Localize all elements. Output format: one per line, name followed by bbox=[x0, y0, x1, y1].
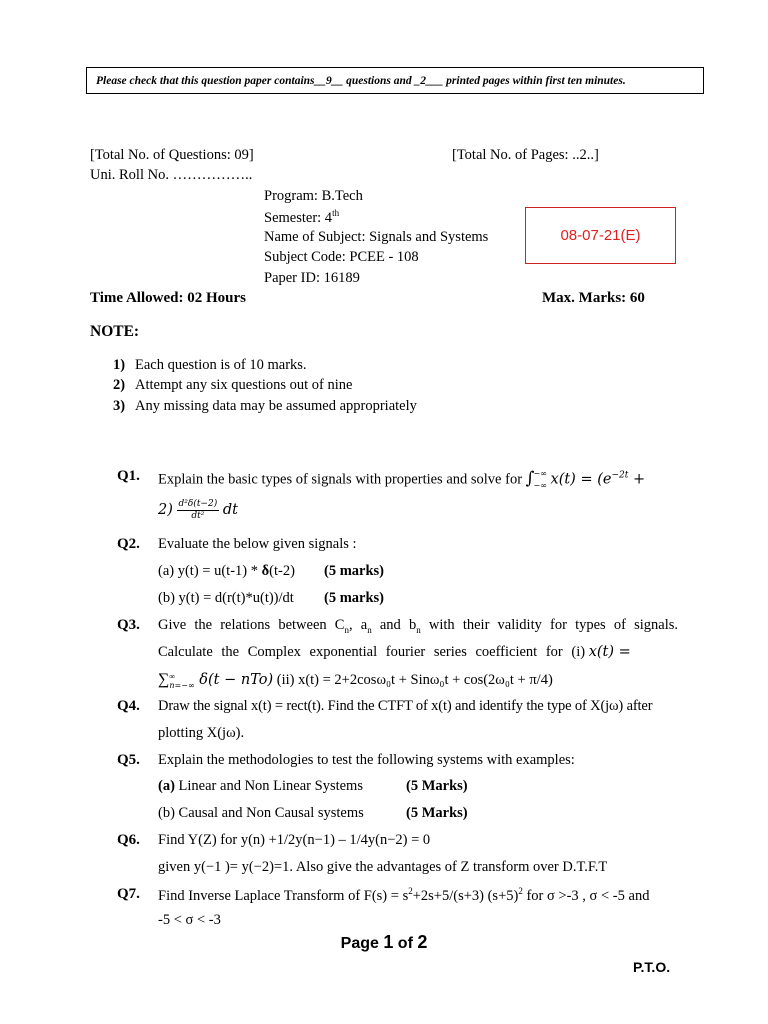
q1-line2 bbox=[158, 499, 238, 522]
sum-symbol: ∑ bbox=[158, 671, 170, 688]
sum-upper: ∞ bbox=[169, 671, 176, 681]
q2-part-b: (b) y(t) = d(r(t)*u(t))/dt bbox=[158, 590, 294, 606]
program: Program: B.Tech bbox=[264, 188, 363, 204]
semester-text: Semester: 4 bbox=[264, 209, 333, 226]
semester bbox=[264, 208, 339, 227]
subject-name: Name of Subject: Signals and Systems bbox=[264, 229, 489, 245]
time-allowed: Time Allowed: 02 Hours bbox=[90, 290, 246, 306]
date-stamp bbox=[525, 207, 676, 264]
q3-line1 bbox=[158, 617, 678, 635]
pto-label: P.T.O. bbox=[633, 959, 671, 975]
note-item-number: 3) bbox=[113, 398, 126, 414]
instruction-notice bbox=[86, 67, 704, 94]
q1-coefficient: 2) bbox=[158, 501, 173, 518]
page-number: 1 bbox=[383, 932, 394, 952]
q2-part-a-rest: (t-2) bbox=[269, 563, 295, 579]
q7-text-a: Find Inverse Laplace Transform of F(s) = s bbox=[158, 887, 409, 904]
note-item-text: Each question is of 10 marks. bbox=[135, 357, 307, 373]
page-indicator bbox=[0, 932, 768, 953]
q7-line2: -5 < σ < -3 bbox=[158, 912, 221, 928]
q1-plus: + bbox=[628, 471, 646, 488]
q1-dt: dt bbox=[222, 501, 238, 518]
roll-number: Uni. Roll No. …………….. bbox=[90, 167, 253, 183]
q3-line2 bbox=[158, 644, 678, 661]
question-number: Q3. bbox=[117, 617, 140, 633]
q3-line3 bbox=[158, 671, 553, 690]
integral-symbol: ∫ bbox=[525, 468, 535, 489]
q5-part-b-marks: (5 Marks) bbox=[406, 805, 468, 821]
q1-text: Explain the basic types of signals with properties and solve for bbox=[158, 471, 523, 488]
instruction-notice-text: Please check that this question paper contains__9__ questions and _2___ printed pages within first ten minutes. bbox=[96, 74, 626, 87]
q3-text-b: , a bbox=[348, 617, 368, 633]
q2-part-a-marks: (5 marks) bbox=[324, 563, 385, 579]
note-item-number: 2) bbox=[113, 377, 126, 393]
q1-line1 bbox=[158, 468, 645, 492]
note-item bbox=[113, 357, 307, 374]
q3-part-ii: (ii) x(t) = 2+2cosω₀t + Sinω₀t + cos(2ω₀t + π/4) bbox=[273, 672, 553, 688]
sum-lower: n=−∞ bbox=[169, 680, 195, 690]
page-of: of bbox=[393, 935, 418, 952]
q4-line2: plotting X(jω). bbox=[158, 725, 245, 741]
q1-fraction bbox=[177, 499, 220, 522]
question-number: Q6. bbox=[117, 832, 140, 848]
q3-delta-expr: δ(t − nTo) bbox=[194, 672, 274, 688]
q5-line1: Explain the methodologies to test the following systems with examples: bbox=[158, 752, 575, 768]
q3-line2-math: x(t) = bbox=[588, 644, 631, 660]
q6-line1: Find Y(Z) for y(n) +1/2y(n−1) – 1/4y(n−2) = 0 bbox=[158, 832, 431, 848]
q5-part-b: (b) Causal and Non Causal systems bbox=[158, 805, 364, 821]
q7-text-b: +2s+5/(s+3) (s+5) bbox=[412, 887, 519, 904]
question-number: Q2. bbox=[117, 536, 140, 552]
q3-sub-n: n bbox=[367, 624, 372, 635]
note-item-number: 1) bbox=[113, 357, 126, 373]
q2-part-a-text: (a) y(t) = u(t-1) * bbox=[158, 563, 262, 579]
sum-limits bbox=[169, 672, 194, 690]
integral-lower: −∞ bbox=[533, 481, 547, 490]
q3-text-a: Give the relations between C bbox=[158, 617, 345, 633]
q3-text-c: and b bbox=[371, 617, 417, 633]
note-heading: NOTE: bbox=[90, 323, 140, 340]
q7-sup: 2 bbox=[408, 886, 413, 896]
q3-sub-n: n bbox=[416, 624, 421, 635]
integral-upper: −∞ bbox=[533, 469, 547, 478]
q7-line1 bbox=[158, 886, 649, 905]
semester-sup: th bbox=[332, 208, 340, 218]
q6-line2: given y(−1 )= y(−2)=1. Also give the advantages of Z transform over D.T.F.T bbox=[158, 859, 608, 875]
q5-part-a-marks: (5 Marks) bbox=[406, 778, 468, 794]
date-stamp-text: 08-07-21(E) bbox=[560, 227, 641, 244]
paper-id: Paper ID: 16189 bbox=[264, 270, 360, 286]
delta-symbol: δ bbox=[261, 563, 270, 579]
integral-limits bbox=[534, 468, 547, 492]
question-number: Q5. bbox=[117, 752, 140, 768]
q1-exponent: −2t bbox=[611, 470, 629, 481]
question-number: Q4. bbox=[117, 698, 140, 714]
note-item bbox=[113, 377, 352, 394]
q1-fraction-numerator: d²δ(t−2) bbox=[178, 499, 218, 509]
note-item-text: Any missing data may be assumed appropriately bbox=[135, 398, 417, 414]
note-item bbox=[113, 398, 417, 415]
page-label: Page bbox=[340, 935, 384, 952]
q5-part-a bbox=[158, 778, 363, 795]
q1-fraction-denominator: dt² bbox=[191, 511, 205, 521]
q4-line1: Draw the signal x(t) = rect(t). Find the CTFT of x(t) and identify the type of X(jω) after bbox=[158, 698, 653, 714]
total-questions: [Total No. of Questions: 09] bbox=[90, 147, 254, 163]
q1-expression: x(t) = (e bbox=[550, 471, 612, 488]
q7-sup: 2 bbox=[518, 886, 523, 896]
q3-sub-n: n bbox=[344, 624, 349, 635]
q3-line2-text: Calculate the Complex exponential fourier series coefficient for (i) bbox=[158, 644, 586, 660]
question-number: Q1. bbox=[117, 468, 140, 484]
q7-text-c: for σ >-3 , σ < -5 and bbox=[522, 887, 650, 904]
subject-code: Subject Code: PCEE - 108 bbox=[264, 249, 419, 265]
max-marks: Max. Marks: 60 bbox=[542, 290, 645, 306]
q5-part-a-text: Linear and Non Linear Systems bbox=[174, 778, 363, 794]
q3-text-d: with their validity for types of signals. bbox=[420, 617, 679, 633]
page-total: 2 bbox=[417, 932, 428, 952]
q2-part-b-marks: (5 marks) bbox=[324, 590, 385, 606]
q2-part-a bbox=[158, 563, 295, 580]
note-item-text: Attempt any six questions out of nine bbox=[135, 377, 353, 393]
q5-part-a-label: (a) bbox=[158, 778, 175, 794]
q2-line1: Evaluate the below given signals : bbox=[158, 536, 357, 552]
question-number: Q7. bbox=[117, 886, 140, 902]
total-pages: [Total No. of Pages: ..2..] bbox=[452, 147, 599, 163]
